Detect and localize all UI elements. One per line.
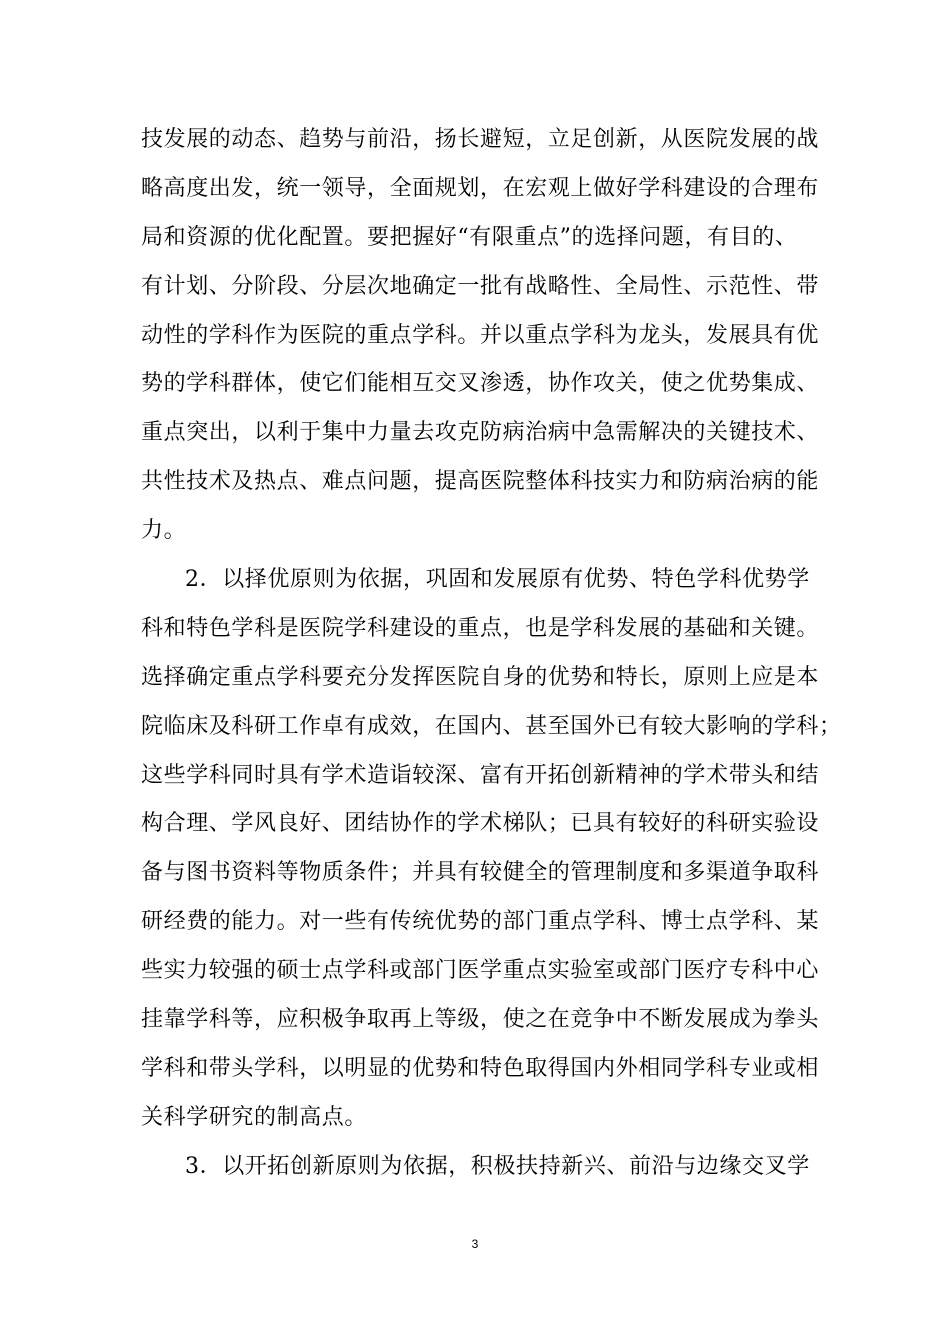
text-line: 2．以择优原则为依据，巩固和发展原有优势、特色学科优势学 [185, 567, 810, 593]
text-line: 势的学科群体，使它们能相互交叉渗透，协作攻关，使之优势集成、 [141, 371, 820, 397]
text-line: 这些学科同时具有学术造诣较深、富有开拓创新精神的学术带头和结 [141, 762, 820, 788]
text-line: 些实力较强的硕士点学科或部门医学重点实验室或部门医疗专科中心 [141, 958, 820, 984]
text-line: 3．以开拓创新原则为依据，积极扶持新兴、前沿与边缘交叉学 [185, 1153, 810, 1179]
text-line: 略高度出发，统一领导，全面规划，在宏观上做好学科建设的合理布 [141, 175, 820, 201]
text-line: 动性的学科作为医院的重点学科。并以重点学科为龙头，发展具有优 [141, 322, 820, 348]
text-line: 学科和带头学科，以明显的优势和特色取得国内外相同学科专业或相 [141, 1055, 820, 1081]
text-line: 研经费的能力。对一些有传统优势的部门重点学科、博士点学科、某 [141, 909, 820, 935]
text-line: 技发展的动态、趋势与前沿，扬长避短，立足创新，从医院发展的战 [141, 127, 820, 152]
text-line: 科和特色学科是医院学科建设的重点，也是学科发展的基础和关键。 [141, 615, 820, 641]
page-number: 3 [471, 1237, 479, 1251]
text-line: 关科学研究的制高点。 [141, 1104, 368, 1130]
text-line: 力。 [141, 518, 187, 544]
text-line: 构合理、学风良好、团结协作的学术梯队；已具有较好的科研实验设 [141, 811, 820, 837]
text-line: 挂靠学科等，应积极争取再上等级，使之在竞争中不断发展成为拳头 [141, 1007, 820, 1033]
text-line: 院临床及科研工作卓有成效，在国内、甚至国外已有较大影响的学科； [141, 713, 842, 739]
text-line: 有计划、分阶段、分层次地确定一批有战略性、全局性、示范性、带 [141, 273, 820, 299]
text-line: 局和资源的优化配置。要把握好“有限重点”的选择问题，有目的、 [141, 224, 798, 250]
text-line: 选择确定重点学科要充分发挥医院自身的优势和特长，原则上应是本 [141, 664, 820, 690]
body-text [141, 121, 842, 1197]
text-line: 共性技术及热点、难点问题，提高医院整体科技实力和防病治病的能 [141, 469, 820, 495]
text-line: 重点突出，以利于集中力量去攻克防病治病中急需解决的关键技术、 [141, 420, 820, 446]
text-line: 备与图书资料等物质条件；并具有较健全的管理制度和多渠道争取科 [141, 860, 820, 886]
